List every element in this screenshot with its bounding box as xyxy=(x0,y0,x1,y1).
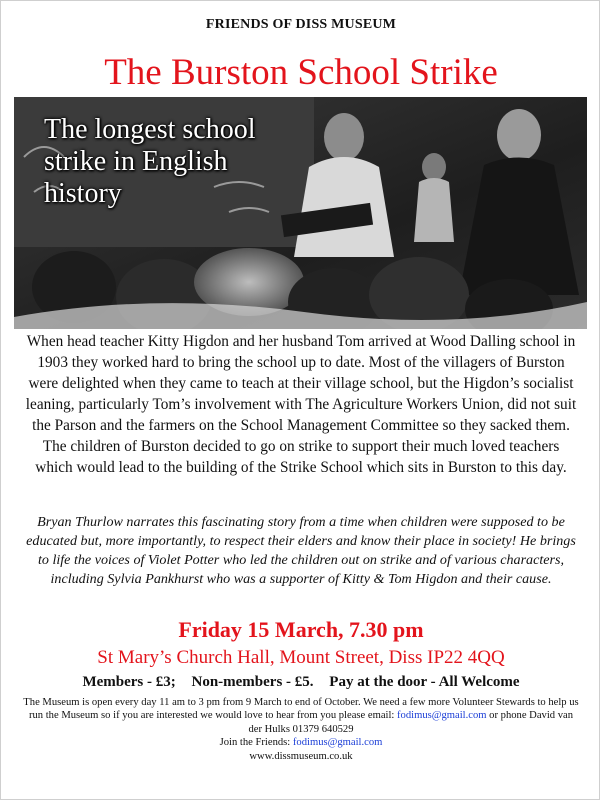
ticket-prices xyxy=(1,672,600,692)
members-price: Members - £3; xyxy=(82,674,176,690)
event-venue: St Mary’s Church Hall, Mount Street, Diss IP22 4QQ xyxy=(97,647,505,668)
non-members-price: Non-members - £5. xyxy=(191,674,314,690)
event-title: The Burston School Strike xyxy=(104,52,498,93)
phone-text: or phone David van der Hulks 01379 640529 xyxy=(248,710,574,735)
photo-overlay-text: The longest school strike in English history xyxy=(44,114,256,209)
join-label: Join the Friends: xyxy=(219,737,291,749)
organisation-name: FRIENDS OF DISS MUSEUM xyxy=(205,17,397,32)
join-email-link[interactable]: fodimus@gmail.com xyxy=(292,737,383,749)
footer-info xyxy=(21,696,581,763)
website-text: www.dissmuseum.co.uk xyxy=(249,750,353,762)
door-note: Pay at the door - All Welcome xyxy=(329,674,520,690)
classroom-photo xyxy=(14,97,587,329)
museum-info-text: The Museum is open every day 11 am to 3 pm from 9 March to end of October. We need a few more Volunteer Stewards to help us run the Museum so if you are interested we would love to hear from you please email: xyxy=(23,697,579,722)
description-paragraph: When head teacher Kitty Higdon and her husband Tom arrived at Wood Dalling school in 1903 they worked hard to bring the school up to date. Most of the villagers of Burston were delighted when they came to teach at their village school, but the Higdon’s socialist leaning, particularly Tom’s involvement with The Agriculture Workers Union, did not suit the Parson and the farmers on the School Management Committee so they sacked them. The children of Burston decided to go on strike to support their much loved teachers which would lead to the building of the Strike School which sits in Burston to this day. xyxy=(25,333,577,476)
event-date-time: Friday 15 March, 7.30 pm xyxy=(178,617,424,642)
narration-paragraph: Bryan Thurlow narrates this fascinating story from a time when children were supposed to be educated but, more importantly, to respect their elders and know their place in society! He brings to life the voices of Violet Potter who led the children out on strike and of various characters, including Sylvia Pankhurst who was a supporter of Kitty & Tom Higdon and their cause. xyxy=(26,514,576,587)
contact-email-link[interactable]: fodimus@gmail.com xyxy=(397,710,487,722)
